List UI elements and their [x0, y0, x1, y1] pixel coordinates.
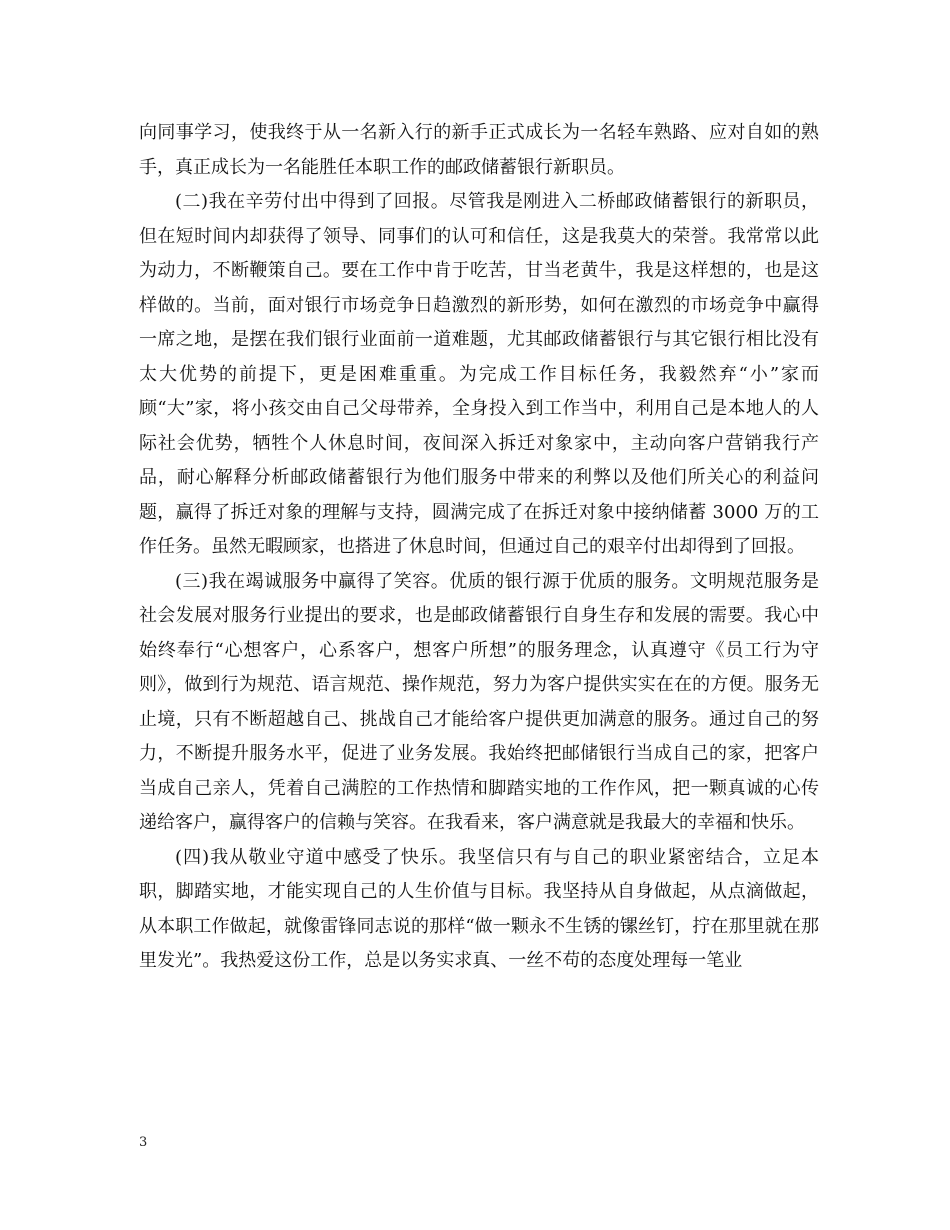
paragraph-continuation: 向同事学习，使我终于从一名新入行的新手正式成长为一名轻车熟路、应对自如的熟手，真正成长为一名能胜任本职工作的邮政储蓄银行新职员。: [139, 122, 819, 178]
page-number: 3: [139, 1135, 148, 1150]
paragraph-section-four: (四)我从敬业守道中感受了快乐。我坚信只有与自己的职业紧密结合，立足本职，脚踏实地，才能实现自己的人生价值与目标。我坚持从自身做起，从点滴做起，从本职工作做起，就像雷锋同志说的那样“做一颗永不生锈的镙丝钉，拧在那里就在那里发光”。我热爱这份工作，总是以务实求真、一丝不苟的态度处理每一笔业: [139, 846, 819, 971]
document-body: [139, 116, 819, 979]
paragraph-section-two: (二)我在辛劳付出中得到了回报。尽管我是刚进入二桥邮政储蓄银行的新职员，但在短时间内却获得了领导、同事们的认可和信任，这是我莫大的荣誉。我常常以此为动力，不断鞭策自己。要在工作中肯于吃苦，甘当老黄牛，我是这样想的，也是这样做的。当前，面对银行市场竞争日趋激烈的新形势，如何在激烈的市场竞争中赢得一席之地，是摆在我们银行业面前一道难题，尤其邮政储蓄银行与其它银行相比没有太大优势的前提下，更是困难重重。为完成工作目标任务，我毅然弃“小”家而顾“大”家，将小孩交由自己父母带养，全身投入到工作当中，利用自己是本地人的人际社会优势，牺牲个人休息时间，夜间深入拆迁对象家中，主动向客户营销我行产品，耐心解释分析邮政储蓄银行为他们服务中带来的利弊以及他们所关心的利益问题，赢得了拆迁对象的理解与支持，圆满完成了在拆迁对象中接纳储蓄 3000 万的工作任务。虽然无暇顾家，也搭进了休息时间，但通过自己的艰辛付出却得到了回报。: [139, 191, 819, 557]
paragraph-section-three: (三)我在竭诚服务中赢得了笑容。优质的银行源于优质的服务。文明规范服务是社会发展对服务行业提出的要求，也是邮政储蓄银行自身生存和发展的需要。我心中始终奉行“心想客户，心系客户，想客户所想”的服务理念，认真遵守《员工行为守则》，做到行为规范、语言规范、操作规范，努力为客户提供实实在在的方便。服务无止境，只有不断超越自己、挑战自己才能给客户提供更加满意的服务。通过自己的努力，不断提升服务水平，促进了业务发展。我始终把邮储银行当成自己的家，把客户当成自己亲人，凭着自己满腔的工作热情和脚踏实地的工作作风，把一颗真诚的心传递给客户，赢得客户的信赖与笑容。在我看来，客户满意就是我最大的幸福和快乐。: [139, 570, 819, 833]
